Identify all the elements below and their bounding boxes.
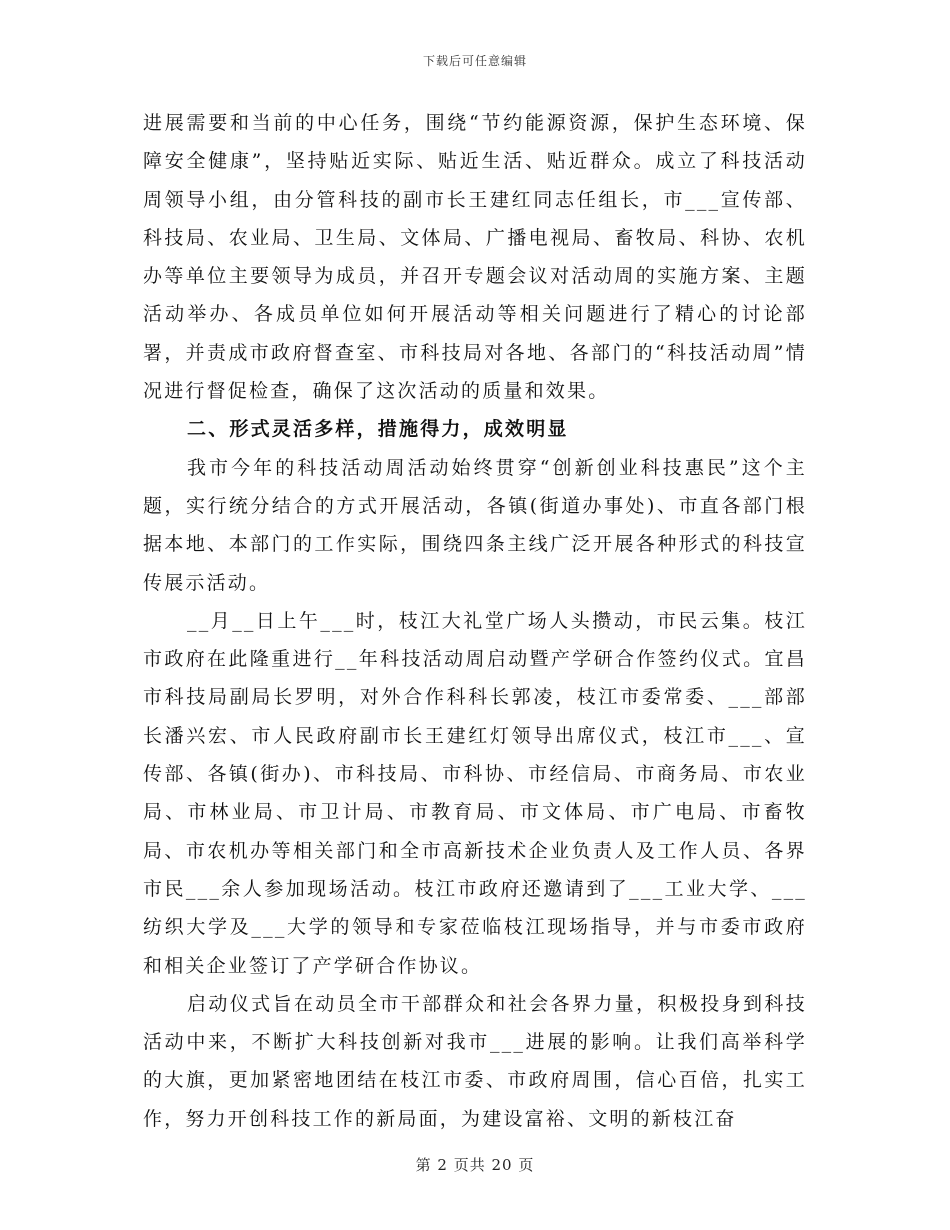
paragraph-continuation: 进展需要和当前的中心任务，围绕“节约能源资源，保护生态环境、保障安全健康”，坚持贴近实际、贴近生活、贴近群众。成立了科技活动周领导小组，由分管科技的副市长王建红同志任组长，市___宣传部、科技局、农业局、卫生局、文体局、广播电视局、畜牧局、科协、农机办等单位主要领导为成员，并召开专题会议对活动周的实施方案、主题活动举办、各成员单位如何开展活动等相关问题进行了精心的讨论部署，并责成市政府督查室、市科技局对各地、各部门的“科技活动周”情况进行督促检查，确保了这次活动的质量和效果。 <box>143 112 807 403</box>
paragraph-purpose: 启动仪式旨在动员全市干部群众和社会各界力量，积极投身到科技活动中来，不断扩大科技创新对我市___进展的影响。让我们高举科学的大旗，更加紧密地团结在枝江市委、市政府周围，信心百倍，扎实工作，努力开创科技工作的新局面，为建设富裕、文明的新枝江奋 <box>143 992 807 1130</box>
section-heading: 二、形式灵活多样，措施得力，成效明显 <box>187 418 569 441</box>
paragraph-ceremony: __月__日上午___时，枝江大礼堂广场人头攒动，市民云集。枝江市政府在此隆重进行__年科技活动周启动暨产学研合作签约仪式。宜昌市科技局副局长罗明，对外合作科科长郭凌，枝江市委常委、___部部长潘兴宏、市人民政府副市长王建红灯领导出席仪式，枝江市___、宣传部、各镇(街办)、市科技局、市科协、市经信局、市商务局、市农业局、市林业局、市卫计局、市教育局、市文体局、市广电局、市畜牧局、市农机办等相关部门和全市高新技术企业负责人及工作人员、各界市民___余人参加现场活动。枝江市政府还邀请到了___工业大学、___纺织大学及___大学的领导和专家莅临枝江现场指导，并与市委市政府和相关企业签订了产学研合作协议。 <box>143 609 807 977</box>
page-number: 第 2 页共 20 页 <box>415 1156 535 1174</box>
document-body <box>143 104 807 1138</box>
paragraph-theme: 我市今年的科技活动周活动始终贯穿“创新创业科技惠民”这个主题，实行统分结合的方式开展活动，各镇(街道办事处)、市直各部门根据本地、本部门的工作实际，围绕四条主线广泛开展各种形式的科技宣传展示活动。 <box>143 456 807 594</box>
page-header: 下载后可任意编辑 <box>422 54 527 68</box>
